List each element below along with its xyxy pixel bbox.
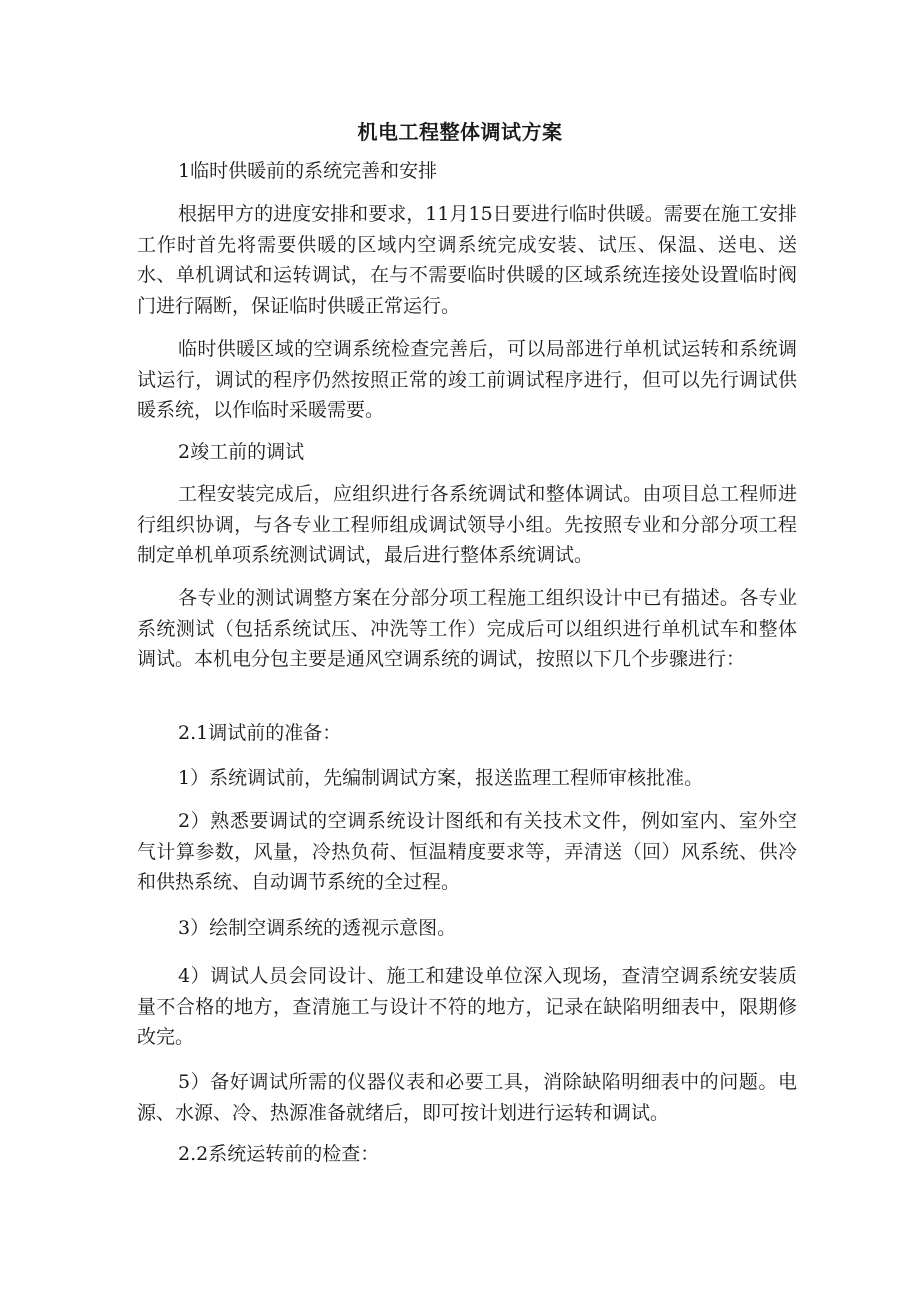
list-item: 1）系统调试前，先编制调试方案，报送监理工程师审核批准。 (178, 767, 704, 789)
subsection-heading-2-1: 2.1调试前的准备： (178, 722, 342, 744)
list-item: 4）调试人员会同设计、施工和建设单位深入现场，查清空调系统安装质量不合格的地方，查清施工与设计不符的地方，记录在缺陷明细表中，限期修改完。 (137, 965, 797, 1048)
section-heading-1: 1临时供暖前的系统完善和安排 (178, 160, 438, 182)
paragraph: 工程安装完成后，应组织进行各系统调试和整体调试。由项目总工程师进行组织协调，与各专业工程师组成调试领导小组。先按照专业和分部分项工程制定单机单项系统测试调试，最后进行整体系统调试。 (137, 483, 797, 566)
section-heading-2: 2竣工前的调试 (178, 441, 305, 463)
subsection-heading-2-2: 2.2系统运转前的检查： (178, 1143, 380, 1165)
document-title: 机电工程整体调试方案 (357, 120, 563, 144)
list-item: 5）备好调试所需的仪器仪表和必要工具，消除缺陷明细表中的问题。电源、水源、冷、热源准备就绪后，即可按计划进行运转和调试。 (137, 1071, 797, 1124)
list-item: 2）熟悉要调试的空调系统设计图纸和有关技术文件，例如室内、室外空气计算参数，风量，冷热负荷、恒温精度要求等，弄清送（回）风系统、供冷和供热系统、自动调节系统的全过程。 (137, 810, 797, 893)
paragraph: 临时供暖区域的空调系统检查完善后，可以局部进行单机试运转和系统调试运行，调试的程序仍然按照正常的竣工前调试程序进行，但可以先行调试供暖系统，以作临时采暖需要。 (137, 338, 797, 421)
list-item: 3）绘制空调系统的透视示意图。 (178, 917, 457, 939)
paragraph: 根据甲方的进度安排和要求，11月15日要进行临时供暖。需要在施工安排工作时首先将需要供暖的区域内空调系统完成安装、试压、保温、送电、送水、单机调试和运转调试，在与不需要临时供暖的区域系统连接处设置临时阀门进行隔断，保证临时供暖正常运行。 (137, 203, 797, 317)
paragraph: 各专业的测试调整方案在分部分项工程施工组织设计中已有描述。各专业系统测试（包括系统试压、冲洗等工作）完成后可以组织进行单机试车和整体调试。本机电分包主要是通风空调系统的调试，按照以下几个步骤进行： (137, 587, 797, 670)
